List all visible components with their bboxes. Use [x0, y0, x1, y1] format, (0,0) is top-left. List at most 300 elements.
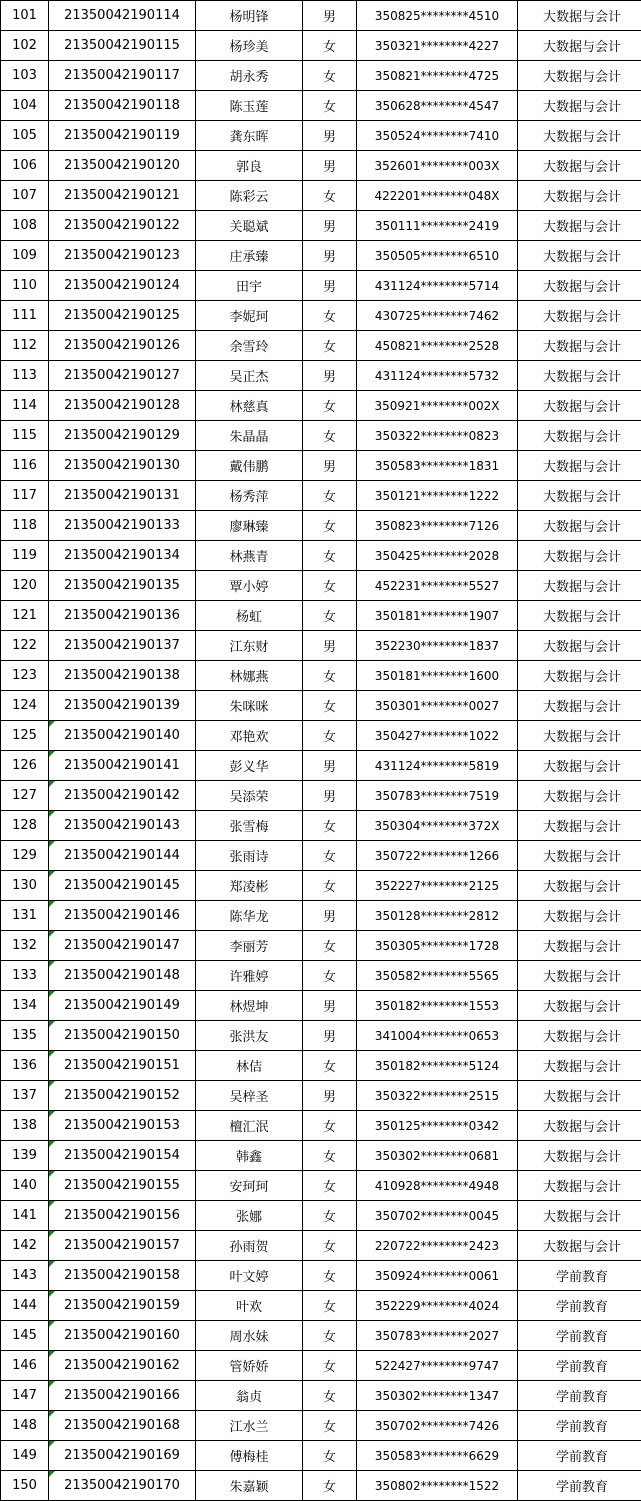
- student-id-cell[interactable]: 21350042190131: [49, 481, 196, 511]
- major-cell[interactable]: 大数据与会计: [518, 661, 641, 691]
- id-card-number-cell[interactable]: 350302********1347: [357, 1381, 518, 1411]
- row-number-cell[interactable]: 107: [1, 181, 49, 211]
- student-name-cell[interactable]: 檀汇泯: [196, 1111, 303, 1141]
- student-id-cell[interactable]: 21350042190158: [49, 1261, 196, 1291]
- row-number-cell[interactable]: 142: [1, 1231, 49, 1261]
- major-cell[interactable]: 大数据与会计: [518, 31, 641, 61]
- student-name-cell[interactable]: 叶欢: [196, 1291, 303, 1321]
- student-id-cell[interactable]: 21350042190139: [49, 691, 196, 721]
- student-id-cell[interactable]: 21350042190130: [49, 451, 196, 481]
- student-id-cell[interactable]: 21350042190140: [49, 721, 196, 751]
- student-id-cell[interactable]: 21350042190155: [49, 1171, 196, 1201]
- id-card-number-cell[interactable]: 350583********1831: [357, 451, 518, 481]
- major-cell[interactable]: 学前教育: [518, 1291, 641, 1321]
- gender-cell[interactable]: 男: [303, 1, 357, 31]
- row-number-cell[interactable]: 144: [1, 1291, 49, 1321]
- row-number-cell[interactable]: 137: [1, 1081, 49, 1111]
- student-id-cell[interactable]: 21350042190121: [49, 181, 196, 211]
- id-card-number-cell[interactable]: 341004********0653: [357, 1021, 518, 1051]
- student-name-cell[interactable]: 田宇: [196, 271, 303, 301]
- student-name-cell[interactable]: 郑凌彬: [196, 871, 303, 901]
- student-name-cell[interactable]: 林煜坤: [196, 991, 303, 1021]
- gender-cell[interactable]: 女: [303, 661, 357, 691]
- student-id-cell[interactable]: 21350042190168: [49, 1411, 196, 1441]
- student-name-cell[interactable]: 安珂珂: [196, 1171, 303, 1201]
- student-id-cell[interactable]: 21350042190142: [49, 781, 196, 811]
- student-id-cell[interactable]: 21350042190156: [49, 1201, 196, 1231]
- id-card-number-cell[interactable]: 452231********5527: [357, 571, 518, 601]
- student-name-cell[interactable]: 吴梓圣: [196, 1081, 303, 1111]
- row-number-cell[interactable]: 105: [1, 121, 49, 151]
- major-cell[interactable]: 大数据与会计: [518, 391, 641, 421]
- student-id-cell[interactable]: 21350042190124: [49, 271, 196, 301]
- major-cell[interactable]: 大数据与会计: [518, 1051, 641, 1081]
- student-id-cell[interactable]: 21350042190133: [49, 511, 196, 541]
- student-id-cell[interactable]: 21350042190136: [49, 601, 196, 631]
- student-name-cell[interactable]: 李丽芳: [196, 931, 303, 961]
- row-number-cell[interactable]: 135: [1, 1021, 49, 1051]
- major-cell[interactable]: 大数据与会计: [518, 331, 641, 361]
- student-id-cell[interactable]: 21350042190169: [49, 1441, 196, 1471]
- gender-cell[interactable]: 女: [303, 601, 357, 631]
- id-card-number-cell[interactable]: 350302********0681: [357, 1141, 518, 1171]
- major-cell[interactable]: 大数据与会计: [518, 751, 641, 781]
- student-id-cell[interactable]: 21350042190170: [49, 1471, 196, 1501]
- student-name-cell[interactable]: 许雅婷: [196, 961, 303, 991]
- gender-cell[interactable]: 女: [303, 571, 357, 601]
- major-cell[interactable]: 大数据与会计: [518, 451, 641, 481]
- row-number-cell[interactable]: 130: [1, 871, 49, 901]
- student-id-cell[interactable]: 21350042190126: [49, 331, 196, 361]
- student-id-cell[interactable]: 21350042190149: [49, 991, 196, 1021]
- major-cell[interactable]: 大数据与会计: [518, 421, 641, 451]
- student-id-cell[interactable]: 21350042190154: [49, 1141, 196, 1171]
- id-card-number-cell[interactable]: 431124********5819: [357, 751, 518, 781]
- student-name-cell[interactable]: 张洪友: [196, 1021, 303, 1051]
- major-cell[interactable]: 学前教育: [518, 1381, 641, 1411]
- major-cell[interactable]: 大数据与会计: [518, 361, 641, 391]
- student-name-cell[interactable]: 林娜燕: [196, 661, 303, 691]
- row-number-cell[interactable]: 139: [1, 1141, 49, 1171]
- student-id-cell[interactable]: 21350042190141: [49, 751, 196, 781]
- major-cell[interactable]: 大数据与会计: [518, 1171, 641, 1201]
- row-number-cell[interactable]: 126: [1, 751, 49, 781]
- student-name-cell[interactable]: 朱咪咪: [196, 691, 303, 721]
- id-card-number-cell[interactable]: 350182********1553: [357, 991, 518, 1021]
- row-number-cell[interactable]: 134: [1, 991, 49, 1021]
- row-number-cell[interactable]: 114: [1, 391, 49, 421]
- student-name-cell[interactable]: 周水妹: [196, 1321, 303, 1351]
- id-card-number-cell[interactable]: 350304********372X: [357, 811, 518, 841]
- major-cell[interactable]: 大数据与会计: [518, 841, 641, 871]
- id-card-number-cell[interactable]: 450821********2528: [357, 331, 518, 361]
- id-card-number-cell[interactable]: 350121********1222: [357, 481, 518, 511]
- student-id-cell[interactable]: 21350042190137: [49, 631, 196, 661]
- student-name-cell[interactable]: 翁贞: [196, 1381, 303, 1411]
- row-number-cell[interactable]: 102: [1, 31, 49, 61]
- major-cell[interactable]: 学前教育: [518, 1471, 641, 1501]
- row-number-cell[interactable]: 150: [1, 1471, 49, 1501]
- row-number-cell[interactable]: 119: [1, 541, 49, 571]
- id-card-number-cell[interactable]: 350128********2812: [357, 901, 518, 931]
- student-id-cell[interactable]: 21350042190129: [49, 421, 196, 451]
- student-name-cell[interactable]: 郭良: [196, 151, 303, 181]
- major-cell[interactable]: 大数据与会计: [518, 721, 641, 751]
- major-cell[interactable]: 大数据与会计: [518, 211, 641, 241]
- row-number-cell[interactable]: 138: [1, 1111, 49, 1141]
- id-card-number-cell[interactable]: 350181********1600: [357, 661, 518, 691]
- row-number-cell[interactable]: 146: [1, 1351, 49, 1381]
- gender-cell[interactable]: 女: [303, 1201, 357, 1231]
- student-id-cell[interactable]: 21350042190153: [49, 1111, 196, 1141]
- major-cell[interactable]: 大数据与会计: [518, 541, 641, 571]
- student-name-cell[interactable]: 朱嘉颖: [196, 1471, 303, 1501]
- student-name-cell[interactable]: 杨秀萍: [196, 481, 303, 511]
- id-card-number-cell[interactable]: 352601********003X: [357, 151, 518, 181]
- major-cell[interactable]: 大数据与会计: [518, 631, 641, 661]
- id-card-number-cell[interactable]: 350702********0045: [357, 1201, 518, 1231]
- major-cell[interactable]: 大数据与会计: [518, 241, 641, 271]
- row-number-cell[interactable]: 108: [1, 211, 49, 241]
- student-name-cell[interactable]: 江水兰: [196, 1411, 303, 1441]
- student-name-cell[interactable]: 覃小婷: [196, 571, 303, 601]
- student-id-cell[interactable]: 21350042190145: [49, 871, 196, 901]
- gender-cell[interactable]: 女: [303, 1291, 357, 1321]
- student-name-cell[interactable]: 胡永秀: [196, 61, 303, 91]
- major-cell[interactable]: 大数据与会计: [518, 1201, 641, 1231]
- major-cell[interactable]: 大数据与会计: [518, 121, 641, 151]
- student-id-cell[interactable]: 21350042190157: [49, 1231, 196, 1261]
- id-card-number-cell[interactable]: 350783********7519: [357, 781, 518, 811]
- student-id-cell[interactable]: 21350042190127: [49, 361, 196, 391]
- gender-cell[interactable]: 女: [303, 1381, 357, 1411]
- gender-cell[interactable]: 男: [303, 991, 357, 1021]
- row-number-cell[interactable]: 149: [1, 1441, 49, 1471]
- row-number-cell[interactable]: 122: [1, 631, 49, 661]
- gender-cell[interactable]: 男: [303, 631, 357, 661]
- gender-cell[interactable]: 女: [303, 1321, 357, 1351]
- id-card-number-cell[interactable]: 350427********1022: [357, 721, 518, 751]
- id-card-number-cell[interactable]: 352229********4024: [357, 1291, 518, 1321]
- row-number-cell[interactable]: 143: [1, 1261, 49, 1291]
- major-cell[interactable]: 大数据与会计: [518, 151, 641, 181]
- row-number-cell[interactable]: 115: [1, 421, 49, 451]
- student-id-cell[interactable]: 21350042190159: [49, 1291, 196, 1321]
- student-id-cell[interactable]: 21350042190123: [49, 241, 196, 271]
- id-card-number-cell[interactable]: 350702********7426: [357, 1411, 518, 1441]
- student-name-cell[interactable]: 张娜: [196, 1201, 303, 1231]
- major-cell[interactable]: 大数据与会计: [518, 1231, 641, 1261]
- student-name-cell[interactable]: 陈华龙: [196, 901, 303, 931]
- id-card-number-cell[interactable]: 350821********4725: [357, 61, 518, 91]
- gender-cell[interactable]: 女: [303, 61, 357, 91]
- gender-cell[interactable]: 女: [303, 1471, 357, 1501]
- student-id-cell[interactable]: 21350042190118: [49, 91, 196, 121]
- major-cell[interactable]: 大数据与会计: [518, 1, 641, 31]
- row-number-cell[interactable]: 136: [1, 1051, 49, 1081]
- gender-cell[interactable]: 女: [303, 871, 357, 901]
- row-number-cell[interactable]: 116: [1, 451, 49, 481]
- student-id-cell[interactable]: 21350042190160: [49, 1321, 196, 1351]
- id-card-number-cell[interactable]: 522427********9747: [357, 1351, 518, 1381]
- student-id-cell[interactable]: 21350042190152: [49, 1081, 196, 1111]
- student-name-cell[interactable]: 李妮珂: [196, 301, 303, 331]
- id-card-number-cell[interactable]: 350802********1522: [357, 1471, 518, 1501]
- row-number-cell[interactable]: 124: [1, 691, 49, 721]
- major-cell[interactable]: 大数据与会计: [518, 811, 641, 841]
- student-id-cell[interactable]: 21350042190166: [49, 1381, 196, 1411]
- gender-cell[interactable]: 女: [303, 1351, 357, 1381]
- gender-cell[interactable]: 男: [303, 271, 357, 301]
- row-number-cell[interactable]: 109: [1, 241, 49, 271]
- student-id-cell[interactable]: 21350042190150: [49, 1021, 196, 1051]
- row-number-cell[interactable]: 112: [1, 331, 49, 361]
- row-number-cell[interactable]: 103: [1, 61, 49, 91]
- gender-cell[interactable]: 女: [303, 721, 357, 751]
- student-id-cell[interactable]: 21350042190138: [49, 661, 196, 691]
- gender-cell[interactable]: 男: [303, 451, 357, 481]
- student-name-cell[interactable]: 江东财: [196, 631, 303, 661]
- row-number-cell[interactable]: 101: [1, 1, 49, 31]
- major-cell[interactable]: 学前教育: [518, 1321, 641, 1351]
- major-cell[interactable]: 大数据与会计: [518, 1141, 641, 1171]
- student-id-cell[interactable]: 21350042190151: [49, 1051, 196, 1081]
- id-card-number-cell[interactable]: 431124********5714: [357, 271, 518, 301]
- student-name-cell[interactable]: 林佶: [196, 1051, 303, 1081]
- student-name-cell[interactable]: 陈玉莲: [196, 91, 303, 121]
- gender-cell[interactable]: 女: [303, 1411, 357, 1441]
- gender-cell[interactable]: 女: [303, 511, 357, 541]
- major-cell[interactable]: 大数据与会计: [518, 61, 641, 91]
- gender-cell[interactable]: 男: [303, 901, 357, 931]
- major-cell[interactable]: 大数据与会计: [518, 991, 641, 1021]
- row-number-cell[interactable]: 110: [1, 271, 49, 301]
- major-cell[interactable]: 大数据与会计: [518, 961, 641, 991]
- row-number-cell[interactable]: 128: [1, 811, 49, 841]
- student-id-cell[interactable]: 21350042190134: [49, 541, 196, 571]
- id-card-number-cell[interactable]: 410928********4948: [357, 1171, 518, 1201]
- student-id-cell[interactable]: 21350042190128: [49, 391, 196, 421]
- student-name-cell[interactable]: 关聪斌: [196, 211, 303, 241]
- gender-cell[interactable]: 女: [303, 481, 357, 511]
- student-name-cell[interactable]: 张雪梅: [196, 811, 303, 841]
- major-cell[interactable]: 大数据与会计: [518, 481, 641, 511]
- major-cell[interactable]: 大数据与会计: [518, 511, 641, 541]
- major-cell[interactable]: 学前教育: [518, 1351, 641, 1381]
- row-number-cell[interactable]: 106: [1, 151, 49, 181]
- major-cell[interactable]: 大数据与会计: [518, 1111, 641, 1141]
- student-name-cell[interactable]: 廖琳臻: [196, 511, 303, 541]
- major-cell[interactable]: 大数据与会计: [518, 1021, 641, 1051]
- student-name-cell[interactable]: 吴正杰: [196, 361, 303, 391]
- student-name-cell[interactable]: 陈彩云: [196, 181, 303, 211]
- gender-cell[interactable]: 女: [303, 1141, 357, 1171]
- student-name-cell[interactable]: 戴伟鹏: [196, 451, 303, 481]
- student-id-cell[interactable]: 21350042190114: [49, 1, 196, 31]
- student-id-cell[interactable]: 21350042190148: [49, 961, 196, 991]
- major-cell[interactable]: 学前教育: [518, 1411, 641, 1441]
- row-number-cell[interactable]: 120: [1, 571, 49, 601]
- row-number-cell[interactable]: 118: [1, 511, 49, 541]
- row-number-cell[interactable]: 123: [1, 661, 49, 691]
- gender-cell[interactable]: 女: [303, 811, 357, 841]
- student-name-cell[interactable]: 林燕青: [196, 541, 303, 571]
- student-name-cell[interactable]: 傅梅桂: [196, 1441, 303, 1471]
- row-number-cell[interactable]: 148: [1, 1411, 49, 1441]
- student-id-cell[interactable]: 21350042190162: [49, 1351, 196, 1381]
- major-cell[interactable]: 大数据与会计: [518, 91, 641, 121]
- id-card-number-cell[interactable]: 350181********1907: [357, 601, 518, 631]
- major-cell[interactable]: 大数据与会计: [518, 301, 641, 331]
- gender-cell[interactable]: 女: [303, 1261, 357, 1291]
- id-card-number-cell[interactable]: 352227********2125: [357, 871, 518, 901]
- gender-cell[interactable]: 女: [303, 1441, 357, 1471]
- gender-cell[interactable]: 女: [303, 331, 357, 361]
- id-card-number-cell[interactable]: 220722********2423: [357, 1231, 518, 1261]
- id-card-number-cell[interactable]: 350301********0027: [357, 691, 518, 721]
- gender-cell[interactable]: 男: [303, 1021, 357, 1051]
- id-card-number-cell[interactable]: 350628********4547: [357, 91, 518, 121]
- gender-cell[interactable]: 女: [303, 1171, 357, 1201]
- major-cell[interactable]: 学前教育: [518, 1441, 641, 1471]
- id-card-number-cell[interactable]: 350924********0061: [357, 1261, 518, 1291]
- gender-cell[interactable]: 女: [303, 421, 357, 451]
- student-id-cell[interactable]: 21350042190115: [49, 31, 196, 61]
- major-cell[interactable]: 学前教育: [518, 1261, 641, 1291]
- row-number-cell[interactable]: 147: [1, 1381, 49, 1411]
- major-cell[interactable]: 大数据与会计: [518, 871, 641, 901]
- student-name-cell[interactable]: 朱晶晶: [196, 421, 303, 451]
- student-name-cell[interactable]: 吴添荣: [196, 781, 303, 811]
- major-cell[interactable]: 大数据与会计: [518, 181, 641, 211]
- id-card-number-cell[interactable]: 350722********1266: [357, 841, 518, 871]
- major-cell[interactable]: 大数据与会计: [518, 1081, 641, 1111]
- id-card-number-cell[interactable]: 350182********5124: [357, 1051, 518, 1081]
- student-name-cell[interactable]: 杨珍美: [196, 31, 303, 61]
- student-name-cell[interactable]: 管娇娇: [196, 1351, 303, 1381]
- id-card-number-cell[interactable]: 350111********2419: [357, 211, 518, 241]
- student-name-cell[interactable]: 余雪玲: [196, 331, 303, 361]
- gender-cell[interactable]: 男: [303, 241, 357, 271]
- student-name-cell[interactable]: 韩鑫: [196, 1141, 303, 1171]
- major-cell[interactable]: 大数据与会计: [518, 781, 641, 811]
- gender-cell[interactable]: 男: [303, 751, 357, 781]
- student-name-cell[interactable]: 杨明锋: [196, 1, 303, 31]
- student-name-cell[interactable]: 庄承臻: [196, 241, 303, 271]
- gender-cell[interactable]: 女: [303, 31, 357, 61]
- id-card-number-cell[interactable]: 350783********2027: [357, 1321, 518, 1351]
- gender-cell[interactable]: 男: [303, 361, 357, 391]
- id-card-number-cell[interactable]: 430725********7462: [357, 301, 518, 331]
- id-card-number-cell[interactable]: 350322********2515: [357, 1081, 518, 1111]
- student-id-cell[interactable]: 21350042190122: [49, 211, 196, 241]
- student-id-cell[interactable]: 21350042190147: [49, 931, 196, 961]
- student-name-cell[interactable]: 张雨诗: [196, 841, 303, 871]
- gender-cell[interactable]: 女: [303, 541, 357, 571]
- id-card-number-cell[interactable]: 350823********7126: [357, 511, 518, 541]
- gender-cell[interactable]: 女: [303, 961, 357, 991]
- row-number-cell[interactable]: 140: [1, 1171, 49, 1201]
- gender-cell[interactable]: 男: [303, 1081, 357, 1111]
- row-number-cell[interactable]: 129: [1, 841, 49, 871]
- row-number-cell[interactable]: 131: [1, 901, 49, 931]
- row-number-cell[interactable]: 127: [1, 781, 49, 811]
- student-id-cell[interactable]: 21350042190117: [49, 61, 196, 91]
- student-id-cell[interactable]: 21350042190144: [49, 841, 196, 871]
- id-card-number-cell[interactable]: 350582********5565: [357, 961, 518, 991]
- student-id-cell[interactable]: 21350042190135: [49, 571, 196, 601]
- student-name-cell[interactable]: 林慈真: [196, 391, 303, 421]
- id-card-number-cell[interactable]: 350921********002X: [357, 391, 518, 421]
- id-card-number-cell[interactable]: 350322********0823: [357, 421, 518, 451]
- student-name-cell[interactable]: 杨虹: [196, 601, 303, 631]
- student-id-cell[interactable]: 21350042190119: [49, 121, 196, 151]
- row-number-cell[interactable]: 121: [1, 601, 49, 631]
- gender-cell[interactable]: 男: [303, 151, 357, 181]
- student-id-cell[interactable]: 21350042190143: [49, 811, 196, 841]
- student-name-cell[interactable]: 邓艳欢: [196, 721, 303, 751]
- row-number-cell[interactable]: 117: [1, 481, 49, 511]
- row-number-cell[interactable]: 104: [1, 91, 49, 121]
- gender-cell[interactable]: 女: [303, 301, 357, 331]
- gender-cell[interactable]: 女: [303, 1051, 357, 1081]
- row-number-cell[interactable]: 141: [1, 1201, 49, 1231]
- major-cell[interactable]: 大数据与会计: [518, 691, 641, 721]
- gender-cell[interactable]: 女: [303, 391, 357, 421]
- row-number-cell[interactable]: 111: [1, 301, 49, 331]
- gender-cell[interactable]: 男: [303, 781, 357, 811]
- id-card-number-cell[interactable]: 422201********048X: [357, 181, 518, 211]
- row-number-cell[interactable]: 113: [1, 361, 49, 391]
- id-card-number-cell[interactable]: 350321********4227: [357, 31, 518, 61]
- student-id-cell[interactable]: 21350042190120: [49, 151, 196, 181]
- student-name-cell[interactable]: 彭义华: [196, 751, 303, 781]
- student-id-cell[interactable]: 21350042190125: [49, 301, 196, 331]
- major-cell[interactable]: 大数据与会计: [518, 271, 641, 301]
- id-card-number-cell[interactable]: 350425********2028: [357, 541, 518, 571]
- student-name-cell[interactable]: 叶文婷: [196, 1261, 303, 1291]
- gender-cell[interactable]: 女: [303, 1111, 357, 1141]
- id-card-number-cell[interactable]: 350524********7410: [357, 121, 518, 151]
- gender-cell[interactable]: 男: [303, 121, 357, 151]
- gender-cell[interactable]: 女: [303, 841, 357, 871]
- id-card-number-cell[interactable]: 352230********1837: [357, 631, 518, 661]
- gender-cell[interactable]: 女: [303, 91, 357, 121]
- row-number-cell[interactable]: 133: [1, 961, 49, 991]
- row-number-cell[interactable]: 145: [1, 1321, 49, 1351]
- id-card-number-cell[interactable]: 431124********5732: [357, 361, 518, 391]
- student-name-cell[interactable]: 龚东晖: [196, 121, 303, 151]
- major-cell[interactable]: 大数据与会计: [518, 931, 641, 961]
- gender-cell[interactable]: 女: [303, 691, 357, 721]
- major-cell[interactable]: 大数据与会计: [518, 571, 641, 601]
- row-number-cell[interactable]: 132: [1, 931, 49, 961]
- gender-cell[interactable]: 女: [303, 1231, 357, 1261]
- id-card-number-cell[interactable]: 350825********4510: [357, 1, 518, 31]
- id-card-number-cell[interactable]: 350125********0342: [357, 1111, 518, 1141]
- student-name-cell[interactable]: 孙雨贺: [196, 1231, 303, 1261]
- row-number-cell[interactable]: 125: [1, 721, 49, 751]
- id-card-number-cell[interactable]: 350305********1728: [357, 931, 518, 961]
- id-card-number-cell[interactable]: 350505********6510: [357, 241, 518, 271]
- gender-cell[interactable]: 女: [303, 931, 357, 961]
- major-cell[interactable]: 大数据与会计: [518, 601, 641, 631]
- id-card-number-cell[interactable]: 350583********6629: [357, 1441, 518, 1471]
- gender-cell[interactable]: 女: [303, 181, 357, 211]
- gender-cell[interactable]: 男: [303, 211, 357, 241]
- student-id-cell[interactable]: 21350042190146: [49, 901, 196, 931]
- major-cell[interactable]: 大数据与会计: [518, 901, 641, 931]
